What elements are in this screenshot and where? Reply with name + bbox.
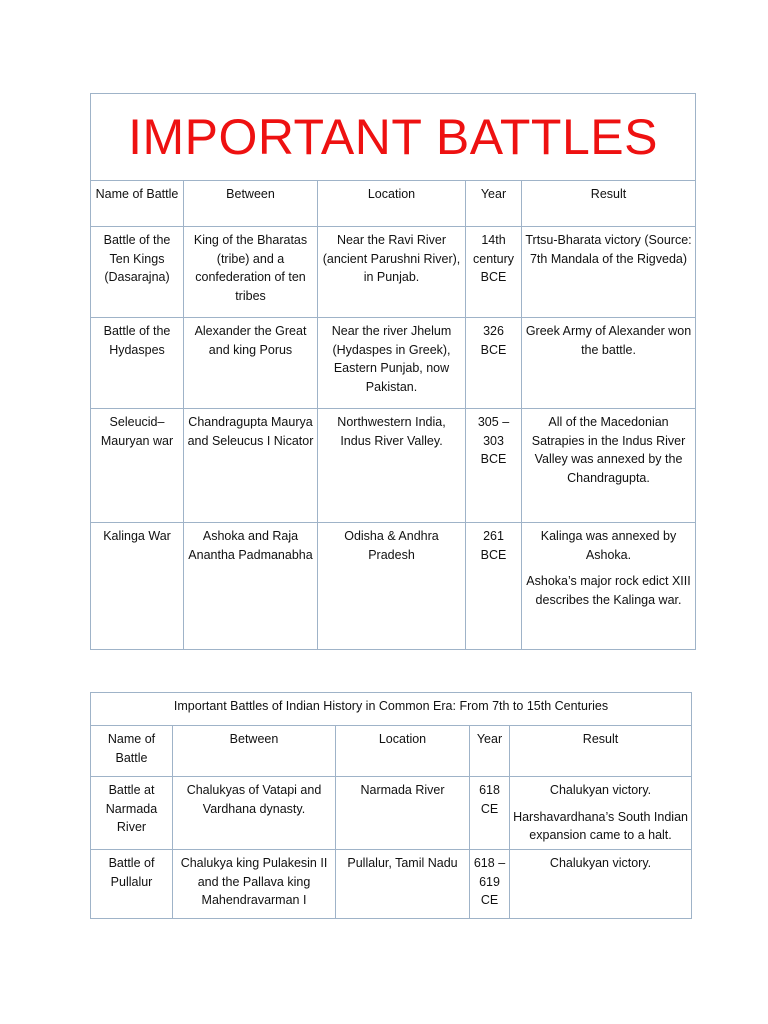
- between-cell: Alexander the Great and king Porus: [184, 318, 318, 409]
- result-cell: [510, 850, 692, 919]
- battle-name-cell: Battle of the Ten Kings (Dasarajna): [91, 227, 184, 318]
- year-cell: 14th century BCE: [466, 227, 522, 318]
- location-cell: Near the Ravi River (ancient Parushni River), in Punjab.: [318, 227, 466, 318]
- result-text: Chalukyan victory.: [549, 856, 652, 870]
- column-header: Year: [466, 181, 522, 227]
- result-text: Kalinga was annexed by Ashoka.: [540, 529, 677, 562]
- result-text: Greek Army of Alexander won the battle.: [525, 324, 692, 357]
- year-cell: 261 BCE: [466, 523, 522, 650]
- column-header: Name of Battle: [91, 726, 173, 777]
- result-text: Harshavardhana’s South Indian expansion came to a halt.: [513, 809, 688, 842]
- year-cell: 305 – 303 BCE: [466, 409, 522, 523]
- column-header: Year: [470, 726, 510, 777]
- table-row: [91, 409, 696, 523]
- column-header: Result: [510, 726, 692, 777]
- between-cell: Ashoka and Raja Anantha Padmanabha: [184, 523, 318, 650]
- column-header: Result: [522, 181, 696, 227]
- result-text: Chalukyan victory.: [549, 783, 652, 797]
- location-cell: Pullalur, Tamil Nadu: [336, 850, 470, 919]
- table-row: [91, 318, 696, 409]
- important-battles-table: [90, 93, 696, 650]
- result-cell: [522, 409, 696, 523]
- result-text: Ashoka’s major rock edict XIII describes the Kalinga war.: [526, 574, 691, 607]
- result-cell: [522, 318, 696, 409]
- result-cell: [522, 227, 696, 318]
- table-header-row: [91, 726, 692, 777]
- table-row: [91, 523, 696, 650]
- table-caption: Important Battles of Indian History in Common Era: From 7th to 15th Centuries: [91, 693, 692, 726]
- battle-name-cell: Battle of the Hydaspes: [91, 318, 184, 409]
- battle-name-cell: Kalinga War: [91, 523, 184, 650]
- result-cell: [510, 777, 692, 850]
- table-header-row: [91, 181, 696, 227]
- page-title: IMPORTANT BATTLES: [128, 109, 658, 165]
- between-cell: Chalukya king Pulakesin II and the Pallava king Mahendravarman I: [173, 850, 336, 919]
- column-header: Location: [336, 726, 470, 777]
- between-cell: Chalukyas of Vatapi and Vardhana dynasty.: [173, 777, 336, 850]
- year-cell: 618 CE: [470, 777, 510, 850]
- location-cell: Odisha & Andhra Pradesh: [318, 523, 466, 650]
- battle-name-cell: Seleucid–Mauryan war: [91, 409, 184, 523]
- battle-name-cell: Battle of Pullalur: [91, 850, 173, 919]
- between-cell: Chandragupta Maurya and Seleucus I Nicator: [184, 409, 318, 523]
- column-header: Location: [318, 181, 466, 227]
- table-row: [91, 850, 692, 919]
- column-header: Between: [184, 181, 318, 227]
- location-cell: Near the river Jhelum (Hydaspes in Greek), Eastern Punjab, now Pakistan.: [318, 318, 466, 409]
- result-cell: [522, 523, 696, 650]
- common-era-battles-table: [90, 692, 692, 919]
- year-cell: 326 BCE: [466, 318, 522, 409]
- table-row: [91, 777, 692, 850]
- result-text: Trtsu-Bharata victory (Source: 7th Mandala of the Rigveda): [525, 233, 692, 266]
- location-cell: Northwestern India, Indus River Valley.: [318, 409, 466, 523]
- title-cell: [91, 94, 696, 181]
- column-header: Between: [173, 726, 336, 777]
- between-cell: King of the Bharatas (tribe) and a confederation of ten tribes: [184, 227, 318, 318]
- table-row: [91, 227, 696, 318]
- battle-name-cell: Battle at Narmada River: [91, 777, 173, 850]
- year-cell: 618 – 619 CE: [470, 850, 510, 919]
- result-text: All of the Macedonian Satrapies in the Indus River Valley was annexed by the Chandragupta.: [531, 415, 686, 485]
- location-cell: Narmada River: [336, 777, 470, 850]
- column-header: Name of Battle: [91, 181, 184, 227]
